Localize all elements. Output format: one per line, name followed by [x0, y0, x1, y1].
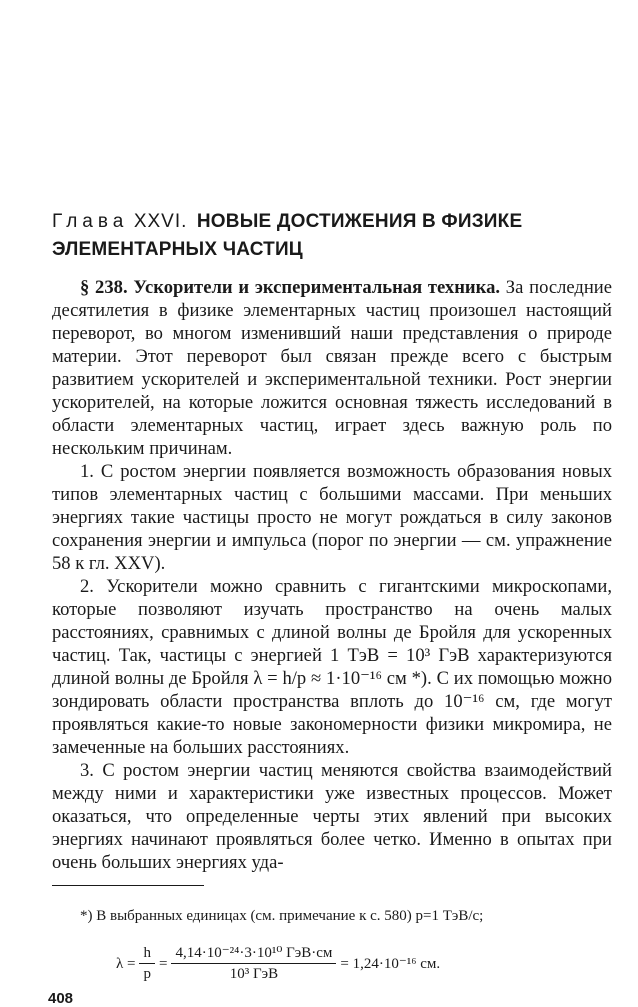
chapter-title: НОВЫЕ ДОСТИЖЕНИЯ В ФИЗИКЕ ЭЛЕМЕНТАРНЫХ ЧАСТИЦ: [52, 211, 523, 260]
formula-equals: =: [158, 955, 168, 972]
page-number: 408: [48, 990, 74, 1007]
footnote-divider: [52, 885, 204, 886]
fraction-numerator: 4,14·10⁻²⁴·3·10¹⁰ ГэВ·см: [171, 944, 336, 964]
fraction-numerator: h: [139, 944, 155, 964]
paragraph-point-3: 3. С ростом энергии частиц меняются свойства взаимодействий между ними и характеристики уже известных процессов. Может оказаться, что определенные черты этих явлений при высоких энергиях начинают проявляться более четко. Именно в опытах при очень больших энергиях уда-: [52, 760, 612, 873]
formula-lhs: λ =: [116, 955, 136, 972]
section-heading: § 238. Ускорители и экспериментальная техника.: [80, 277, 501, 298]
chapter-prefix: Глава: [52, 211, 129, 232]
paragraph-point-1: 1. С ростом энергии появляется возможность образования новых типов элементарных частиц с большими массами. При меньших энергиях такие частицы просто не могут рождаться в силу законов сохранения энергии и импульса (порог по энергии — см. упражнение 58 к гл. XXV).: [52, 461, 612, 574]
fraction-denominator: 10³ ГэВ: [229, 966, 279, 982]
chapter-number: XXVI.: [133, 211, 188, 232]
section-intro-paragraph: [52, 276, 612, 460]
paragraph-text: За последние десятилетия в физике элементарных частиц произошел настоящий переворот, во многом изменивший наши представления о природе материи. Этот переворот был связан прежде всего с быстрым развитием ускорителей и экспериментальной техники. Рост энергии ускорителей, на которые ложится основная тяжесть исследований в области элементарных частиц, играет здесь важную роль по нескольким причинам.: [52, 277, 612, 459]
footnote-formula: [116, 944, 616, 983]
fraction-denominator: p: [143, 966, 151, 982]
footnote-text: *) В выбранных единицах (см. примечание к с. 580) p=1 ТэВ/c;: [80, 908, 484, 924]
section-body: [52, 276, 612, 874]
chapter-heading: [52, 208, 612, 264]
formula-result: = 1,24·10⁻¹⁶ см.: [340, 955, 441, 972]
paragraph-point-2: 2. Ускорители можно сравнить с гигантскими микроскопами, которые позволяют изучать пространство на очень малых расстояниях, сравнимых с длиной волны де Бройля для ускоренных частиц. Так, частицы с энергией 1 ТэВ = 10³ ГэВ характеризуются длиной волны де Бройля λ = h/p ≈ 1·10⁻¹⁶ см *). С их помощью можно зондировать области пространства вплоть до 10⁻¹⁶ см, где могут проявляться какие-то новые закономерности физики микромира, не замеченные на больших расстояниях.: [52, 576, 612, 758]
fraction-h-over-p: [139, 944, 155, 983]
fraction-numeric: [171, 944, 336, 983]
